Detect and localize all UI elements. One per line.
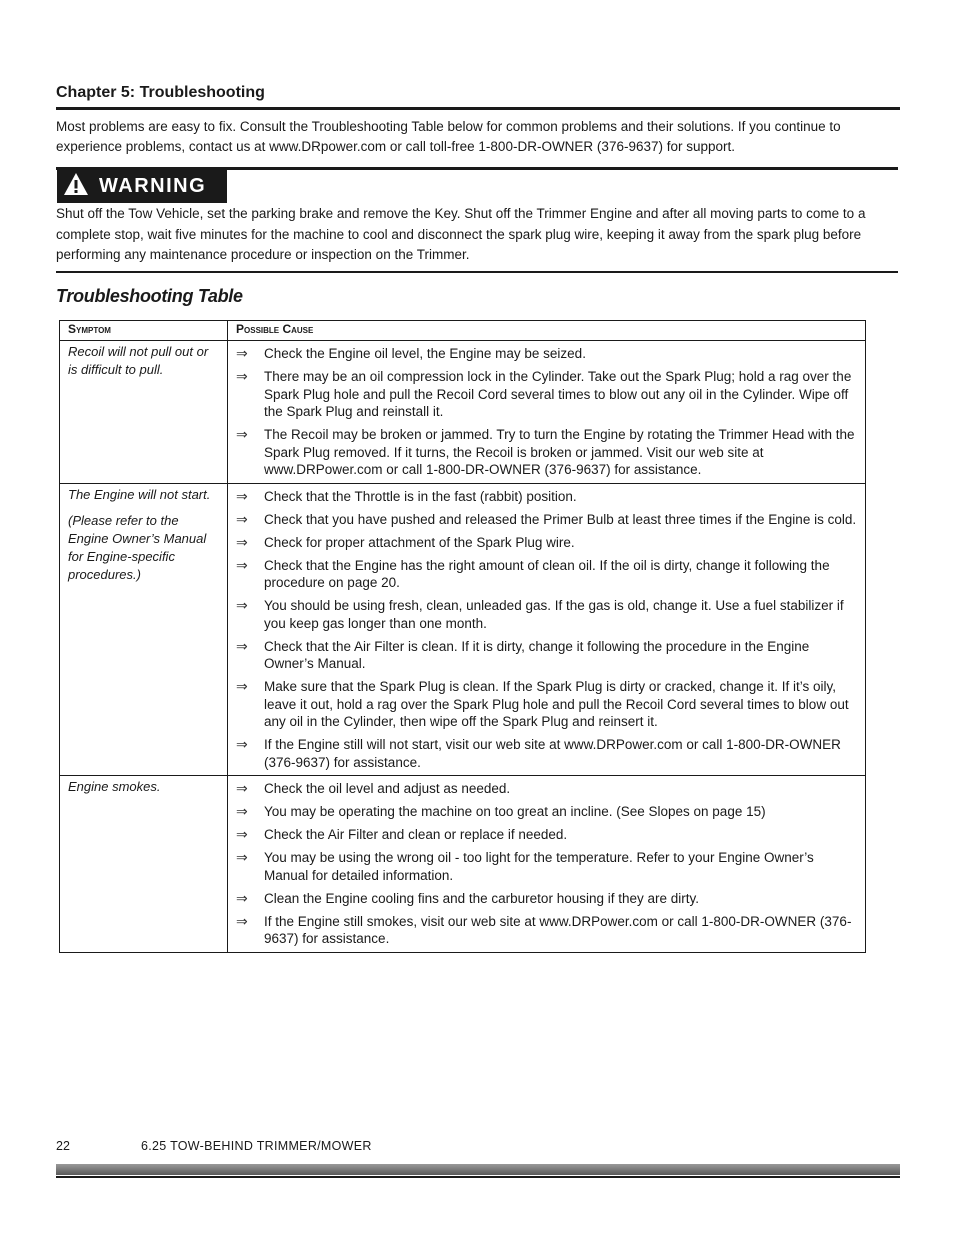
- warning-label-text: WARNING: [99, 175, 207, 197]
- list-item: [236, 345, 857, 363]
- list-item: [236, 638, 857, 673]
- cause-text: Check that the Throttle is in the fast (rabbit) position.: [264, 488, 577, 504]
- cause-text: There may be an oil compression lock in the Cylinder. Take out the Spark Plug; hold a rag over the Spark Plug hole and pull the Recoil Cord several times to blow out any oil in the Cylinder. Wipe off the Spark Plug and reinstall it.: [264, 369, 852, 419]
- footer-rule: [56, 1176, 900, 1178]
- table-row: [60, 776, 866, 953]
- double-arrow-icon: ⇒: [236, 556, 248, 573]
- symptom-cell: [60, 341, 228, 484]
- cause-text: Check that the Engine has the right amount of clean oil. If the oil is dirty, change it following the procedure on page 20.: [264, 557, 830, 590]
- cause-text: If the Engine still smokes, visit our web site at www.DRPower.com or call 1-800-DR-OWNER (376-9637) for assistance.: [264, 913, 852, 946]
- table-row: [60, 341, 866, 484]
- intro-paragraph: Most problems are easy to fix. Consult the Troubleshooting Table below for common problems and their solutions. If you continue to experience problems, contact us at www.DRpower.com or call toll-free 1-800-DR-OWNER (376-9637) for support.: [56, 119, 841, 154]
- list-item: [236, 368, 857, 421]
- page-number: 22: [56, 1139, 70, 1153]
- list-item: [236, 849, 857, 884]
- double-arrow-icon: ⇒: [236, 637, 248, 654]
- double-arrow-icon: ⇒: [236, 597, 248, 613]
- double-arrow-icon: ⇒: [236, 780, 248, 796]
- list-item: [236, 736, 857, 771]
- chapter-divider: [56, 107, 900, 110]
- cause-text: Clean the Engine cooling fins and the carburetor housing if they are dirty.: [264, 890, 700, 906]
- section-title: Troubleshooting Table: [56, 286, 243, 306]
- footer-bar: [56, 1164, 900, 1175]
- warning-body: Shut off the Tow Vehicle, set the parking brake and remove the Key. Shut off the Trimmer Engine and after all moving parts to come to a complete stop, wait five minutes for the machine to cool and disconnect the spark plug wire, keeping it away from the spark plug before performing any maintenance procedure or inspection on the Trimmer.: [56, 206, 866, 262]
- header-symptom: Symptom: [60, 321, 228, 341]
- double-arrow-icon: ⇒: [236, 889, 248, 906]
- table-header-row: [60, 321, 866, 341]
- double-arrow-icon: ⇒: [236, 678, 248, 694]
- list-item: [236, 678, 857, 731]
- header-possible-cause: Possible Cause: [228, 321, 866, 341]
- cause-text: The Recoil may be broken or jammed. Try to turn the Engine by rotating the Trimmer Head with the Spark Plug removed. If it turns, the Recoil is broken or jammed. Visit our web site at www.DRPower.com or call 1-800-DR-OWNER (376-9637) for assistance.: [264, 427, 855, 477]
- list-item: [236, 597, 857, 632]
- possible-cause-cell: [228, 483, 866, 776]
- list-item: [236, 913, 857, 948]
- chapter-title: Chapter 5: Troubleshooting: [56, 84, 265, 101]
- cause-text: Check for proper attachment of the Spark Plug wire.: [264, 534, 575, 550]
- table-body: [60, 341, 866, 953]
- list-item: [236, 511, 857, 529]
- list-item: [236, 488, 857, 506]
- double-arrow-icon: ⇒: [236, 487, 248, 504]
- warning-bottom-rule: [56, 271, 898, 273]
- cause-text: You should be using fresh, clean, unleaded gas. If the gas is old, change it. Use a fuel stabilizer if you keep gas longer than one month.: [264, 598, 844, 631]
- list-item: [236, 890, 857, 908]
- symptom-cell: [60, 483, 228, 776]
- footer-title: 6.25 TOW-BEHIND TRIMMER/MOWER: [141, 1139, 372, 1153]
- double-arrow-icon: ⇒: [236, 426, 248, 442]
- warning-triangle-icon: [63, 172, 89, 201]
- list-item: [236, 534, 857, 552]
- cause-text: You may be using the wrong oil - too light for the temperature. Refer to your Engine Owner’s Manual for detailed information.: [264, 850, 814, 883]
- list-item: [236, 426, 857, 479]
- cause-text: If the Engine still will not start, visit our web site at www.DRPower.com or call 1-800-DR-OWNER (376-9637) for assistance.: [264, 737, 841, 770]
- double-arrow-icon: ⇒: [236, 533, 248, 550]
- cause-list: [236, 780, 857, 948]
- double-arrow-icon: ⇒: [236, 826, 248, 842]
- cause-text: Make sure that the Spark Plug is clean. If the Spark Plug is dirty or cracked, change it. If it’s oily, leave it out, hold a rag over the Spark Plug hole and pull the Recoil Cord several times to blow out any oil in the Cylinder, then wipe off the Spark Plug and reinsert it.: [264, 679, 849, 729]
- cause-list: [236, 345, 857, 479]
- symptom-text: The Engine will not start.: [68, 486, 211, 502]
- symptom-text: (Please refer to the Engine Owner’s Manual for Engine-specific procedures.): [68, 512, 207, 582]
- double-arrow-icon: ⇒: [236, 736, 248, 752]
- list-item: [236, 803, 857, 821]
- possible-cause-cell: [228, 341, 866, 484]
- cause-text: Check that the Air Filter is clean. If it is dirty, change it following the procedure in the Engine Owner’s Manual.: [264, 638, 810, 671]
- cause-text: You may be operating the machine on too great an incline. (See Slopes on page 15): [264, 804, 766, 819]
- cause-text: Check the Air Filter and clean or replace if needed.: [264, 827, 568, 842]
- cause-text: Check the Engine oil level, the Engine may be seized.: [264, 346, 586, 361]
- warning-label: [57, 170, 227, 203]
- double-arrow-icon: ⇒: [236, 912, 248, 929]
- table-row: [60, 483, 866, 776]
- cause-text: Check that you have pushed and released the Primer Bulb at least three times if the Engine is cold.: [264, 511, 857, 527]
- double-arrow-icon: ⇒: [236, 345, 248, 361]
- symptom-text: Recoil will not pull out or is difficult to pull.: [68, 344, 209, 377]
- cause-list: [236, 488, 857, 772]
- double-arrow-icon: ⇒: [236, 510, 248, 527]
- troubleshooting-table: [59, 320, 866, 953]
- list-item: [236, 780, 857, 798]
- possible-cause-cell: [228, 776, 866, 953]
- cause-text: Check the oil level and adjust as needed.: [264, 781, 511, 796]
- double-arrow-icon: ⇒: [236, 803, 248, 819]
- double-arrow-icon: ⇒: [236, 849, 248, 865]
- list-item: [236, 826, 857, 844]
- list-item: [236, 557, 857, 592]
- symptom-cell: [60, 776, 228, 953]
- double-arrow-icon: ⇒: [236, 368, 248, 384]
- symptom-text: Engine smokes.: [68, 779, 161, 794]
